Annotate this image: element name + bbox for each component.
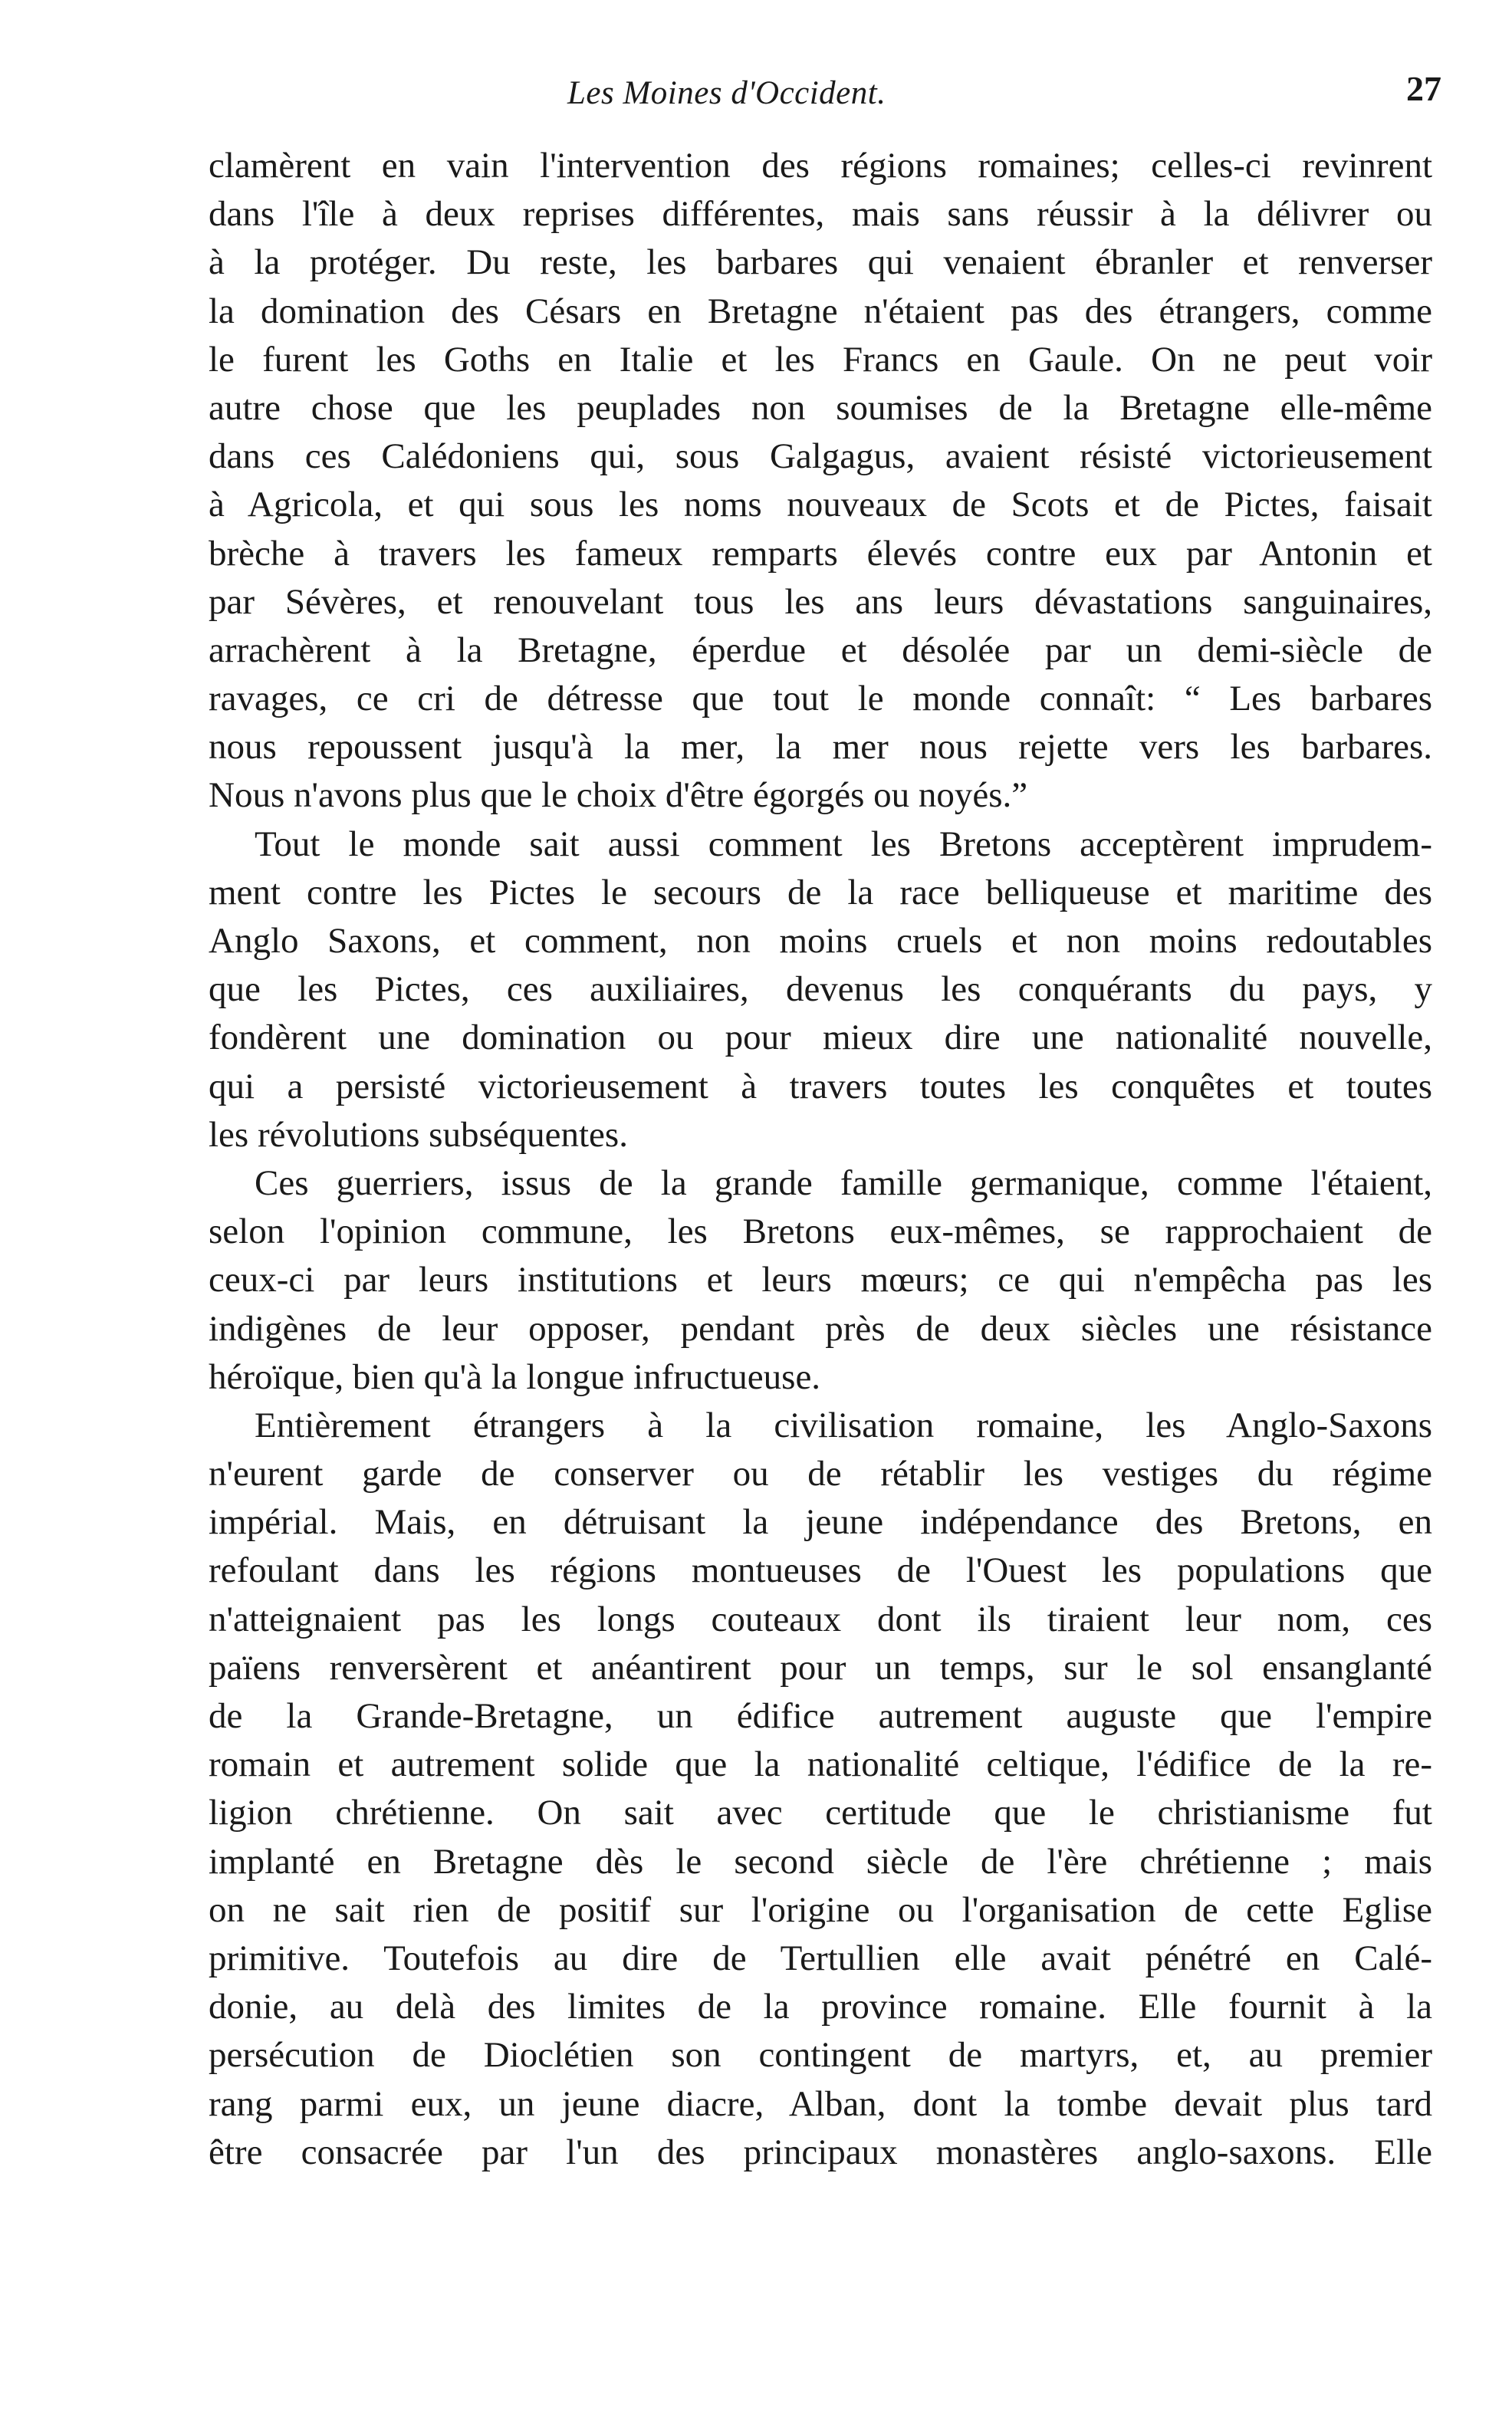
text-line: implanté en Bretagne dès le second siècle de l'ère chrétienne ; mais bbox=[209, 1841, 1432, 1882]
text-line: fondèrent une domination ou pour mieux dire une nationalité nouvelle, bbox=[209, 1018, 1432, 1058]
text-line: refoulant dans les régions montueuses de l'Ouest les populations que bbox=[209, 1550, 1432, 1591]
text-line: de la Grande-Bretagne, un édifice autrement auguste que l'empire bbox=[209, 1696, 1432, 1736]
text-line: persécution de Dioclétien son contingent de martyrs, et, au premier bbox=[209, 2035, 1432, 2076]
text-line: brèche à travers les fameux remparts élevés contre eux par Antonin et bbox=[209, 533, 1432, 574]
text-line: par Sévères, et renouvelant tous les ans leurs dévastations sanguinaires, bbox=[209, 581, 1432, 622]
page-header bbox=[0, 71, 1512, 117]
text-line: dans ces Calédoniens qui, sous Galgagus, avaient résisté victorieusement bbox=[209, 436, 1432, 477]
text-line: païens renversèrent et anéantirent pour un temps, sur le sol ensanglanté bbox=[209, 1647, 1432, 1688]
text-line: impérial. Mais, en détruisant la jeune indépendance des Bretons, en bbox=[209, 1502, 1432, 1543]
page-number: 27 bbox=[1406, 69, 1441, 108]
text-line: la domination des Césars en Bretagne n'étaient pas des étrangers, comme bbox=[209, 291, 1432, 331]
text-line: donie, au delà des limites de la province romaine. Elle fournit à la bbox=[209, 1987, 1432, 2027]
text-line: n'atteignaient pas les longs couteaux dont ils tiraient leur nom, ces bbox=[209, 1599, 1432, 1639]
text-line: ligion chrétienne. On sait avec certitude que le christianisme fut bbox=[209, 1793, 1432, 1833]
text-line: héroïque, bien qu'à la longue infructueuse. bbox=[209, 1356, 821, 1397]
body-text bbox=[209, 142, 1432, 2177]
text-line: selon l'opinion commune, les Bretons eux-mêmes, se rapprochaient de bbox=[209, 1212, 1432, 1252]
text-line: ment contre les Pictes le secours de la race belliqueuse et maritime des bbox=[209, 872, 1432, 912]
text-line: Tout le monde sait aussi comment les Bretons acceptèrent imprudem- bbox=[255, 824, 1432, 864]
paragraph bbox=[209, 1402, 1432, 2177]
text-line: être consacrée par l'un des principaux monastères anglo-saxons. Elle bbox=[209, 2132, 1432, 2172]
text-line: ravages, ce cri de détresse que tout le monde connaît: “ Les barbares bbox=[209, 679, 1432, 719]
text-line: ceux-ci par leurs institutions et leurs mœurs; ce qui n'empêcha pas les bbox=[209, 1260, 1432, 1300]
text-line: dans l'île à deux reprises différentes, mais sans réussir à la délivrer ou bbox=[209, 194, 1432, 235]
text-line: rang parmi eux, un jeune diacre, Alban, dont la tombe devait plus tard bbox=[209, 2083, 1432, 2124]
text-line: à Agricola, et qui sous les noms nouveaux de Scots et de Pictes, faisait bbox=[209, 485, 1432, 525]
text-line: qui a persisté victorieusement à travers toutes les conquêtes et toutes bbox=[209, 1066, 1432, 1106]
text-line: le furent les Goths en Italie et les Francs en Gaule. On ne peut voir bbox=[209, 339, 1432, 380]
text-line: romain et autrement solide que la nationalité celtique, l'édifice de la re- bbox=[209, 1744, 1432, 1785]
text-line: Anglo Saxons, et comment, non moins cruels et non moins redoutables bbox=[209, 921, 1432, 961]
text-line: on ne sait rien de positif sur l'origine ou l'organisation de cette Eglise bbox=[209, 1889, 1432, 1930]
paragraph bbox=[209, 1159, 1432, 1402]
text-line: que les Pictes, ces auxiliaires, devenus les conquérants du pays, y bbox=[209, 969, 1432, 1010]
text-line: clamèrent en vain l'intervention des régions romaines; celles-ci revinrent bbox=[209, 146, 1432, 186]
text-line: indigènes de leur opposer, pendant près de deux siècles une résistance bbox=[209, 1308, 1432, 1349]
text-line: Entièrement étrangers à la civilisation romaine, les Anglo-Saxons bbox=[255, 1405, 1432, 1445]
paragraph bbox=[209, 820, 1432, 1159]
text-line: Nous n'avons plus que le choix d'être égorgés ou noyés.” bbox=[209, 775, 1028, 816]
text-line: n'eurent garde de conserver ou de rétablir les vestiges du régime bbox=[209, 1454, 1432, 1494]
paragraph bbox=[209, 142, 1432, 820]
text-line: autre chose que les peuplades non soumises de la Bretagne elle-même bbox=[209, 387, 1432, 428]
text-line: Ces guerriers, issus de la grande famille germanique, comme l'étaient, bbox=[255, 1162, 1432, 1203]
text-line: arrachèrent à la Bretagne, éperdue et désolée par un demi-siècle de bbox=[209, 630, 1432, 670]
text-line: à la protéger. Du reste, les barbares qui venaient ébranler et renverser bbox=[209, 242, 1432, 283]
text-line: primitive. Toutefois au dire de Tertullien elle avait pénétré en Calé- bbox=[209, 1938, 1432, 1978]
text-line: nous repoussent jusqu'à la mer, la mer nous rejette vers les barbares. bbox=[209, 727, 1432, 768]
running-title: Les Moines d'Occident. bbox=[567, 75, 886, 111]
text-line: les révolutions subséquentes. bbox=[209, 1114, 628, 1155]
